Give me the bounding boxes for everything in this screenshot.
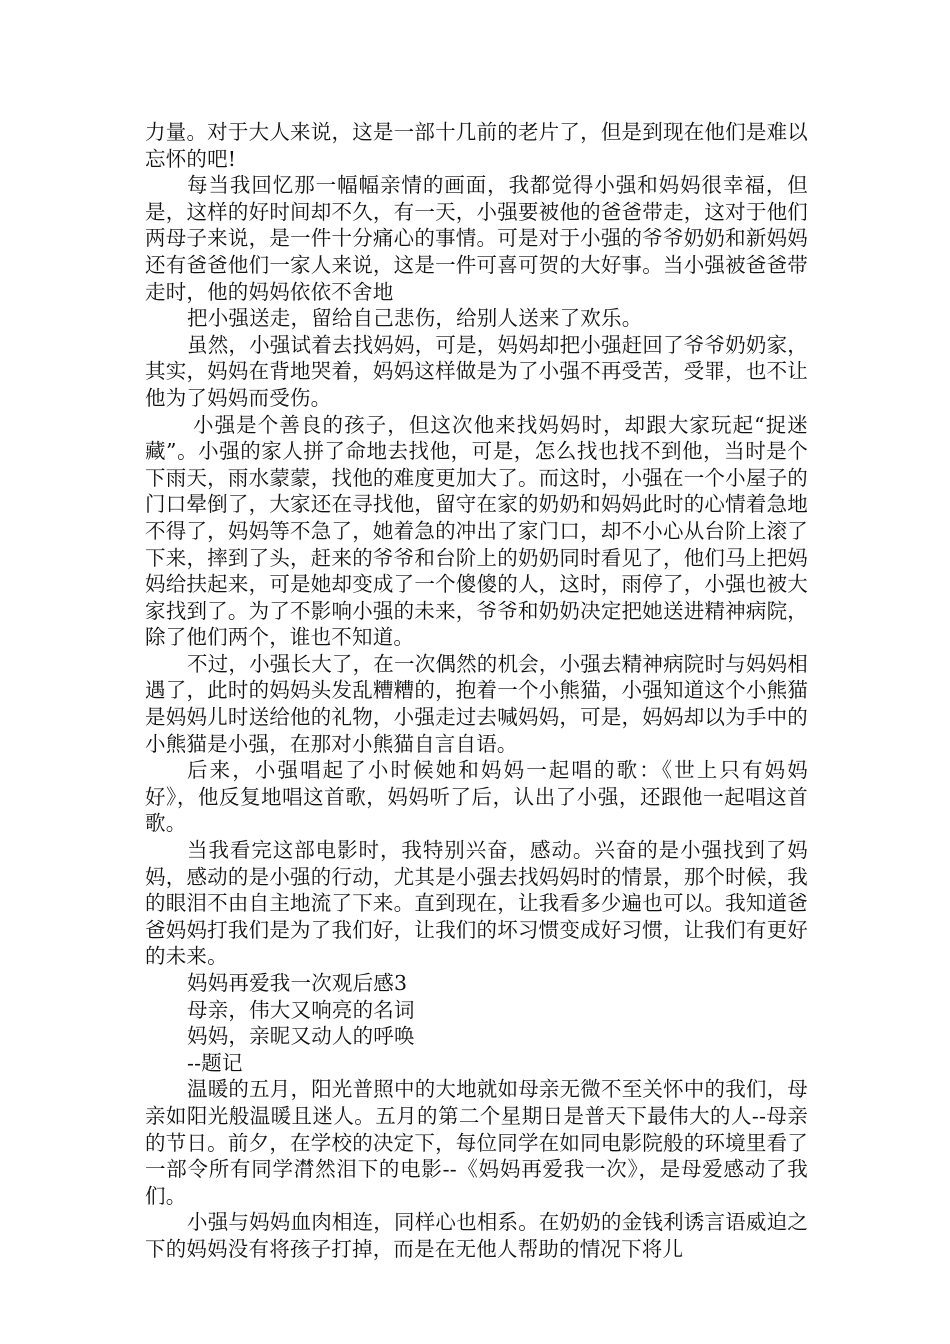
paragraph-10: 小强与妈妈血肉相连，同样心也相系。在奶奶的金钱利诱言语威迫之下的妈妈没有将孩子打掉，而是在无他人帮助的情况下将儿: [145, 1210, 808, 1261]
paragraph-1: 力量。对于大人来说，这是一部十几前的老片了，但是到现在他们是难以忘怀的吧!: [145, 120, 808, 171]
paragraph-5: 小强是个善良的孩子，但这次他来找妈妈时，却跟大家玩起“捉迷藏”。小强的家人拼了命地去找他，可是，怎么找也找不到他，当时是个下雨天，雨水蒙蒙，找他的难度更加大了。而这时，小强在一个小屋子的门口晕倒了，大家还在寻找他，留守在家的奶奶和妈妈此时的心情着急地不得了，妈妈等不急了，她着急的冲出了家门口，却不小心从台阶上滚了下来，摔到了头，赶来的爷爷和台阶上的奶奶同时看见了，他们马上把妈妈给扶起来，可是她却变成了一个傻傻的人，这时，雨停了，小强也被大家找到了。为了不影响小强的未来，爷爷和奶奶决定把她送进精神病院，除了他们两个，谁也不知道。: [145, 412, 808, 650]
epigraph-attribution: --题记: [187, 1050, 243, 1075]
document-page: [145, 119, 808, 1263]
paragraph-3: 把小强送走，留给自己悲伤，给别人送来了欢乐。: [187, 306, 643, 331]
paragraph-4: 虽然，小强试着去找妈妈，可是，妈妈却把小强赶回了爷爷奶奶家，其实，妈妈在背地哭着，妈妈这样做是为了小强不再受苦，受罪，也不让他为了妈妈而受伤。: [145, 332, 808, 410]
paragraph-8: 当我看完这部电影时，我特别兴奋，感动。兴奋的是小强找到了妈妈，感动的是小强的行动，尤其是小强去找妈妈时的情景，那个时候，我的眼泪不由自主地流了下来。直到现在，让我看多少遍也可以。我知道爸爸妈妈打我们是为了我们好，让我们的坏习惯变成好习惯，让我们有更好的未来。: [145, 838, 808, 969]
paragraph-7: 后来，小强唱起了小时候她和妈妈一起唱的歌：《世上只有妈妈好》，他反复地唱这首歌，妈妈听了后，认出了小强，还跟他一起唱这首歌。: [145, 758, 808, 836]
paragraph-2: 每当我回忆那一幅幅亲情的画面，我都觉得小强和妈妈很幸福，但是，这样的好时间却不久，有一天，小强要被他的爸爸带走，这对于他们两母子来说，是一件十分痛心的事情。可是对于小强的爷爷奶奶和新妈妈还有爸爸他们一家人来说，这是一件可喜可贺的大好事。当小强被爸爸带走时，他的妈妈依依不舍地: [145, 173, 808, 304]
paragraph-6: 不过，小强长大了，在一次偶然的机会，小强去精神病院时与妈妈相遇了，此时的妈妈头发乱糟糟的，抱着一个小熊猫，小强知道这个小熊猫是妈妈儿时送给他的礼物，小强走过去喊妈妈，可是，妈妈却以为手中的小熊猫是小强，在那对小熊猫自言自语。: [145, 651, 808, 756]
section-title: 妈妈再爱我一次观后感3: [187, 971, 408, 995]
epigraph-line-1: 母亲，伟大又响亮的名词: [187, 997, 415, 1022]
paragraph-9: 温暖的五月，阳光普照中的大地就如母亲无微不至关怀中的我们，母亲如阳光般温暖且迷人。五月的第二个星期日是普天下最伟大的人--母亲的节日。前夕，在学校的决定下，每位同学在如同电影院般的环境里看了一部令所有同学潸然泪下的电影--《妈妈再爱我一次》，是母爱感动了我们。: [145, 1077, 808, 1208]
epigraph-line-2: 妈妈，亲昵又动人的呼唤: [187, 1024, 415, 1049]
